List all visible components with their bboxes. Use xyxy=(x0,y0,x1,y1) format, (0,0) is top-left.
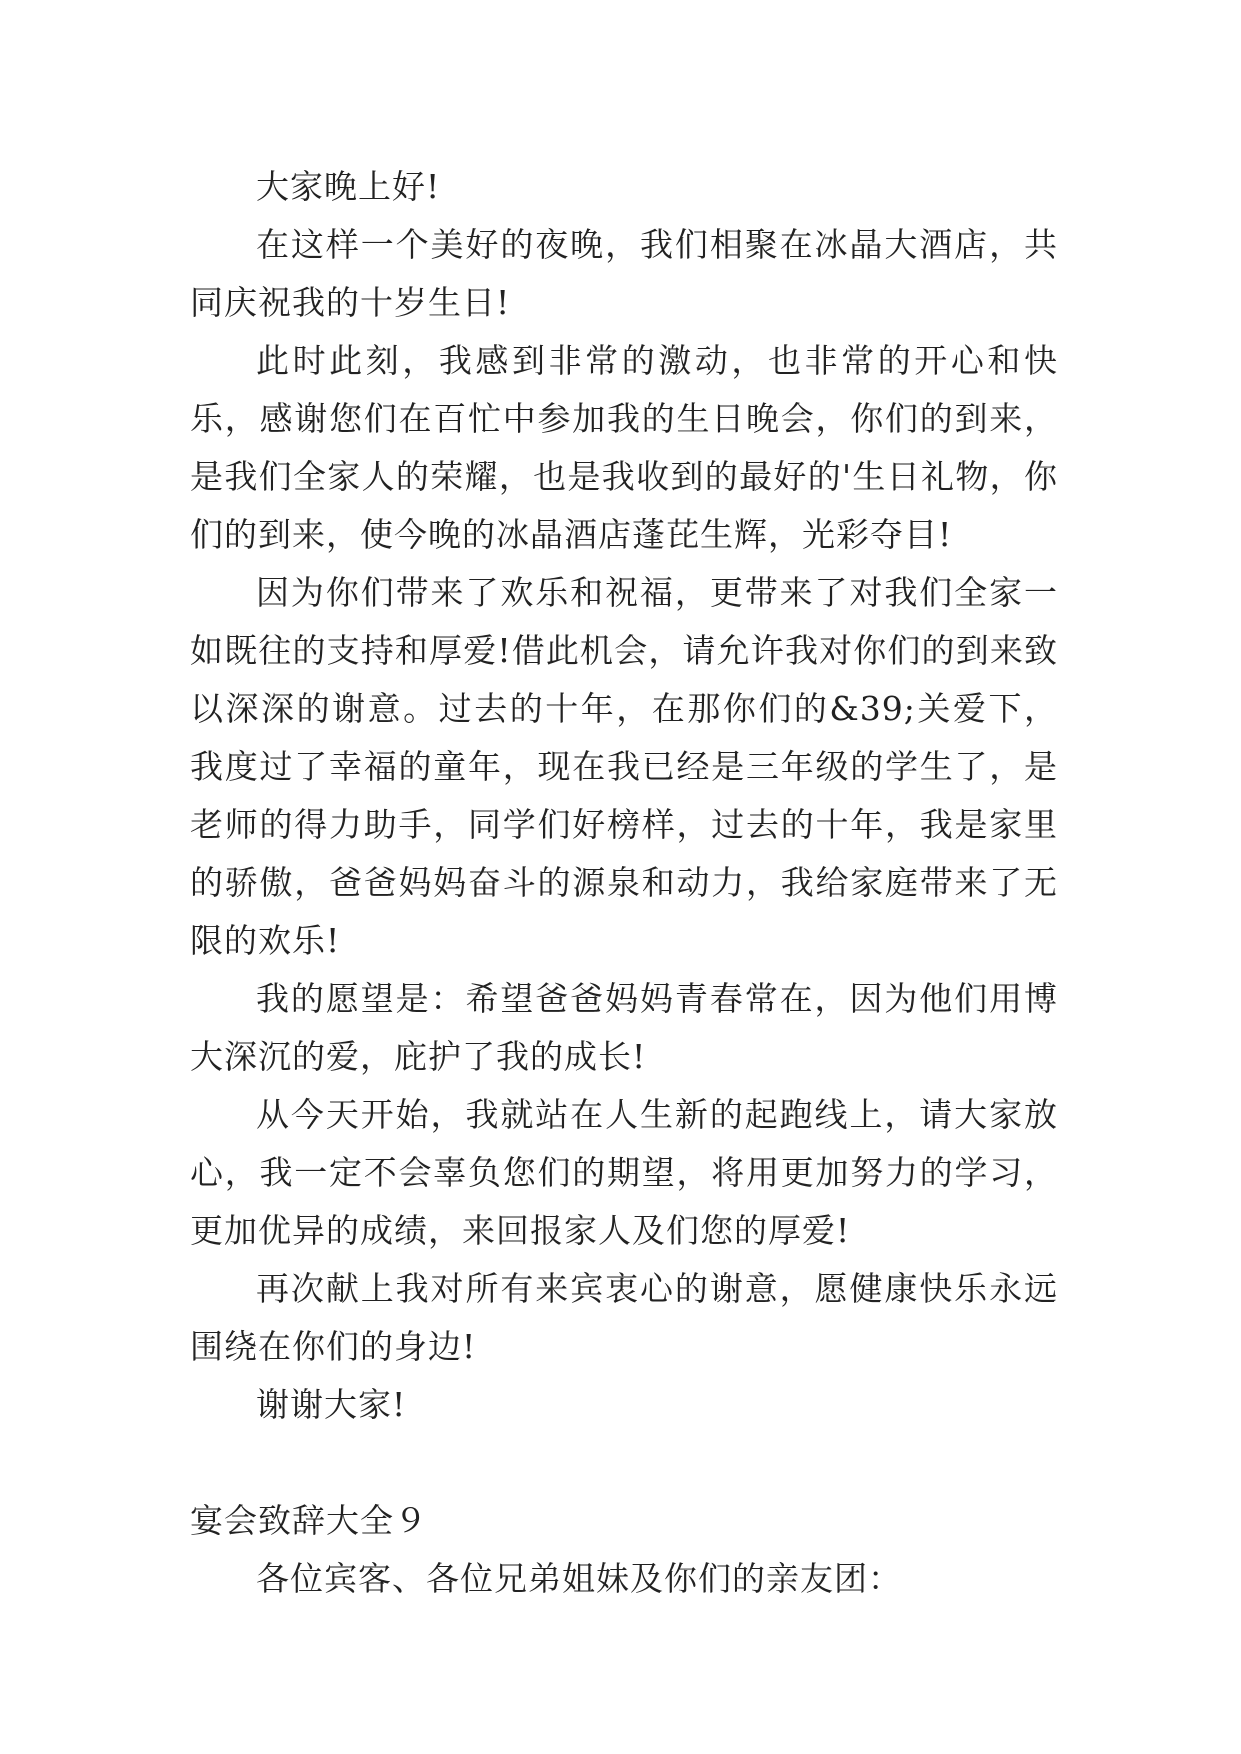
paragraph-greeting: 大家晚上好! xyxy=(256,167,441,206)
paragraph: 我的愿望是：希望爸爸妈妈青春常在，因为他们用博大深沉的爱，庇护了我的成长! xyxy=(190,979,1058,1076)
paragraph: 此时此刻，我感到非常的激动，也非常的开心和快乐，感谢您们在百忙中参加我的生日晚会，你们的到来，是我们全家人的荣耀，也是我收到的最好的'生日礼物，你们的到来，使今晚的冰晶酒店蓬芘生辉，光彩夺目! xyxy=(190,341,1058,554)
paragraph-thanks: 谢谢大家! xyxy=(256,1385,407,1424)
section-heading: 宴会致辞大全９ xyxy=(190,1501,428,1540)
paragraph-salutation: 各位宾客、各位兄弟姐妹及你们的亲友团： xyxy=(256,1559,902,1598)
paragraph: 在这样一个美好的夜晚，我们相聚在冰晶大酒店，共同庆祝我的十岁生日! xyxy=(190,225,1058,322)
document-body xyxy=(190,158,1058,1608)
paragraph: 因为你们带来了欢乐和祝福，更带来了对我们全家一如既往的支持和厚爱!借此机会，请允许我对你们的到来致以深深的谢意。过去的十年，在那你们的&39;关爱下，我度过了幸福的童年，现在我已经是三年级的学生了，是老师的得力助手，同学们好榜样，过去的十年，我是家里的骄傲，爸爸妈妈奋斗的源泉和动力，我给家庭带来了无限的欢乐! xyxy=(190,573,1058,960)
paragraph: 再次献上我对所有来宾衷心的谢意，愿健康快乐永远围绕在你们的身边! xyxy=(190,1269,1058,1366)
paragraph: 从今天开始，我就站在人生新的起跑线上，请大家放心，我一定不会辜负您们的期望，将用更加努力的学习，更加优异的成绩，来回报家人及们您的厚爱! xyxy=(190,1095,1058,1250)
